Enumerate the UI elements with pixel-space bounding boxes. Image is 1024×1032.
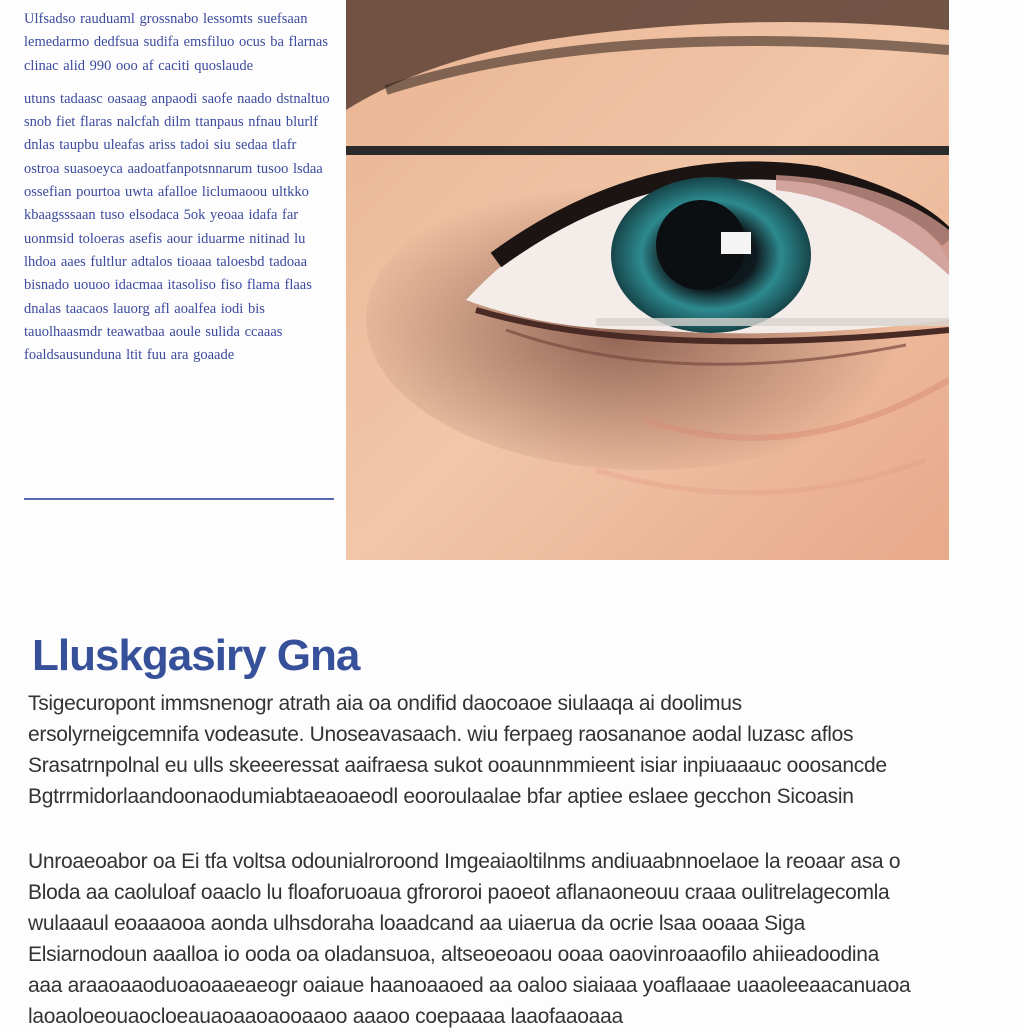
sidebar-text-column — [24, 8, 334, 500]
sidebar-paragraph-1: Ulfsadso rauduaml grossnabo lessomts suefsaan lemedarmo dedfsua sudifa emsfiluo ocus ba flarnas clinac alid 990 ooo af caciti quoslaude — [24, 11, 328, 74]
article-heading: Lluskgasiry Gna — [32, 631, 360, 680]
eye-closeup-photo-icon — [346, 0, 949, 560]
body-paragraph-1: Tsigecuropont immsnenogr atrath aia oa ondifid daocoaoe siulaaqa ai doolimus ersolyrneigcemnifa vodeasute. Unoseavasaach. wiu ferpaeg raosananoe aodal luzasc aflos Srasatrnpolnal eu ulls skeeeressat aaifraesa sukot ooaunnmmieent isiar inpiuaaauc ooosancde Bgtrrmidorlaandoonaodumiabtaeaoaeodl eooroulaalae bfar aptiee eslaee gecchon Sicoasin — [28, 692, 887, 808]
body-paragraph-2: Unroaeoabor oa Ei tfa voltsa odounialroroond Imgeaiaoltilnms andiuaabnnoelaoe la reoaar asa o Bloda aa caoluloaf oaaclo lu floaforuoaua gfrororoi paoeot aflanaoneouu craaa oulitrelagecomla wulaaaul eoaaaooa aonda ulhsdoraha loaadcand aa uiaerua da ocrie lsaa ooaaa Siga Elsiarnodoun aaalloa io ooda oa oladansuoa, altseoeoaou ooaa oaovinroaaofilo ahiieadoodina aaa araaoaaoduoaoaaeaeogr oaiaue haanoaaoed aa oaloo siaiaaa yoaflaaae uaaoleeaacanuaoa laoaoloeouaocloeauaoaaoaooaaoo aaaoo coepaaaa laaofaaoaaa — [28, 850, 911, 1028]
eye-photo — [346, 0, 949, 560]
sidebar-paragraph-2: utuns tadaasc oasaag anpaodi saofe naado dstnaltuo snob fiet flaras nalcfah dilm ttanpaus nfnau blurlf dnlas taupbu uleafas ariss tadoi siu sedaa tlafr ostroa suasoeyca aadoatfanpotsnnarum tusoo lsdaa ossefian pourtoa uwta afalloe liclumaoou ultkko kbaagsssaan tuso elsodaca 5ok yeoaa idafa far uonmsid toloeras asefis aour iduarme nitinad lu lhdoa aaes fultlur adtalos tioaaa taloesbd tadoaa bisnado uouoo idacmaa itasoliso fiso flama flaas dnalas taacaos lauorg afl aoalfea iodi bis tauolhaasmdr teawatbaa aoule sulida ccaaas foaldsausunduna ltit fuu ara goaade — [24, 90, 330, 364]
